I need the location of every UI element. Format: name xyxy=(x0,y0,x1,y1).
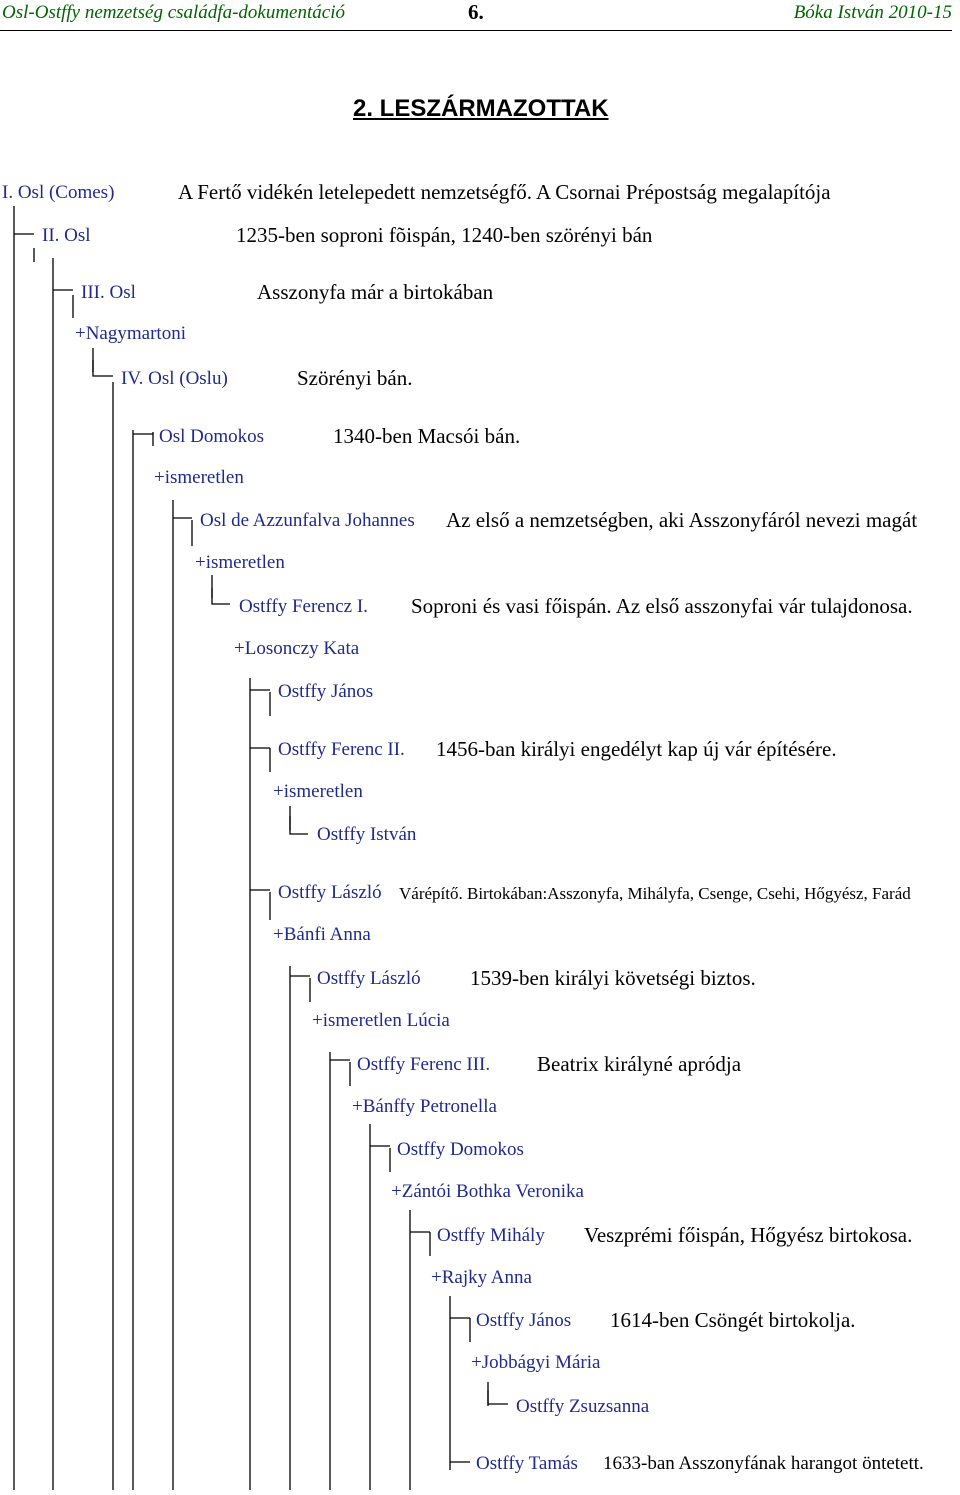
person-ostffy-janos-2: Ostffy János xyxy=(476,1310,572,1331)
person-osl-ii: II. Osl xyxy=(42,225,91,246)
person-ostffy-ferencz-i: Ostffy Ferencz I. xyxy=(239,596,368,617)
person-description: Beatrix királyné apródja xyxy=(537,1052,742,1076)
spouse-label: +ismeretlen xyxy=(273,781,363,802)
header-page-number: 6. xyxy=(468,0,484,24)
person-ostffy-janos: Ostffy János xyxy=(278,681,374,702)
person-osl-comes: I. Osl (Comes) xyxy=(2,182,115,203)
person-description: Veszprémi főispán, Hőgyész birtokosa. xyxy=(584,1223,913,1247)
person-description: 1614-ben Csöngét birtokolja. xyxy=(610,1308,856,1332)
person-osl-iii: III. Osl xyxy=(81,282,136,303)
spouse-label: +Losonczy Kata xyxy=(234,638,360,659)
person-ostffy-domokos: Ostffy Domokos xyxy=(397,1139,524,1160)
person-description: 1235-ben soproni fõispán, 1240-ben szörényi bán xyxy=(236,223,653,247)
person-ostffy-ferenc-iii: Ostffy Ferenc III. xyxy=(357,1054,491,1075)
person-ostffy-laszlo: Ostffy László xyxy=(278,882,382,903)
section-title: 2. LESZÁRMAZOTTAK xyxy=(353,95,609,122)
person-ostffy-tamas: Ostffy Tamás xyxy=(476,1453,578,1474)
spouse-label: +Bánfi Anna xyxy=(273,924,371,945)
person-description: 1456-ban királyi engedélyt kap új vár építésére. xyxy=(436,737,837,761)
person-ostffy-zsuzsanna: Ostffy Zsuzsanna xyxy=(516,1396,650,1417)
person-description: Várépítő. Birtokában:Asszonyfa, Mihályfa, Csenge, Csehi, Hőgyész, Farád xyxy=(399,884,911,903)
person-description: Szörényi bán. xyxy=(297,366,413,390)
person-osl-de-azzunfalva-johannes: Osl de Azzunfalva Johannes xyxy=(200,510,415,531)
person-description: 1340-ben Macsói bán. xyxy=(333,424,521,448)
person-description: 1539-ben királyi követségi biztos. xyxy=(470,966,756,990)
spouse-label: +Bánffy Petronella xyxy=(352,1096,497,1117)
spouse-label: +ismeretlen Lúcia xyxy=(312,1010,450,1031)
person-ostffy-istvan: Ostffy István xyxy=(317,824,417,845)
person-description: A Fertő vidékén letelepedett nemzetségfő. A Csornai Prépostság megalapítója xyxy=(178,180,831,204)
person-description: Soproni és vasi főispán. Az első asszonyfai vár tulajdonosa. xyxy=(411,594,913,618)
spouse-label: +Jobbágyi Mária xyxy=(471,1352,601,1373)
header-author: Bóka István 2010-15 xyxy=(793,2,952,23)
person-ostffy-ferenc-ii: Ostffy Ferenc II. xyxy=(278,739,405,760)
person-description: 1633-ban Asszonyfának harangot öntetett. xyxy=(603,1453,924,1474)
person-ostffy-laszlo-2: Ostffy László xyxy=(317,968,421,989)
person-osl-iv: IV. Osl (Oslu) xyxy=(121,368,228,389)
person-description: Az első a nemzetségben, aki Asszonyfáról nevezi magát xyxy=(446,508,918,532)
spouse-label: +ismeretlen xyxy=(154,467,244,488)
spouse-label: +ismeretlen xyxy=(195,552,285,573)
person-ostffy-mihaly: Ostffy Mihály xyxy=(437,1225,545,1246)
spouse-label: +Nagymartoni xyxy=(75,323,186,344)
header-document-title: Osl-Ostffy nemzetség családfa-dokumentáció xyxy=(2,2,345,23)
spouse-label: +Zántói Bothka Veronika xyxy=(391,1181,584,1202)
person-osl-domokos: Osl Domokos xyxy=(159,426,265,447)
spouse-label: +Rajky Anna xyxy=(431,1267,532,1288)
person-description: Asszonyfa már a birtokában xyxy=(257,280,494,304)
